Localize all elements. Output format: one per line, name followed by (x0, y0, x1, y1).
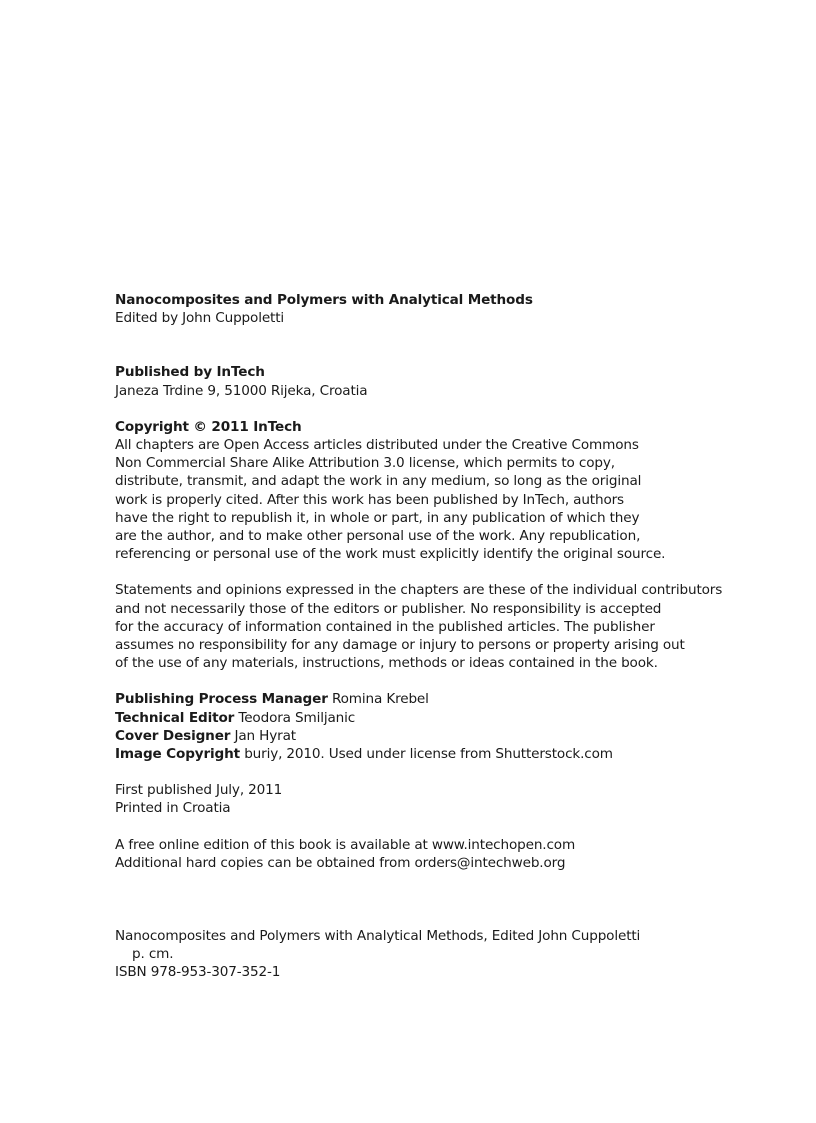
copyright-notice (115, 436, 795, 563)
credit-row (115, 745, 795, 763)
credit-name: Romina Krebel (331, 691, 429, 708)
online-edition-note: A free online edition of this book is available at www.intechopen.com (115, 836, 576, 853)
disclaimer-line: of the use of any materials, instructions, methods or ideas contained in the book. (115, 655, 658, 672)
credit-row (115, 727, 795, 745)
editor-line: Edited by John Cuppoletti (115, 310, 285, 327)
publisher-address: Janeza Trdine 9, 51000 Rijeka, Croatia (115, 382, 368, 399)
spacer (115, 327, 795, 363)
copyright-line: All chapters are Open Access articles distributed under the Creative Commons (115, 437, 639, 454)
copyright-line: distribute, transmit, and adapt the work in any medium, so long as the original (115, 473, 642, 490)
disclaimer-line: assumes no responsibility for any damage or injury to persons or property arising out (115, 637, 685, 654)
copyright-page (115, 291, 795, 982)
credit-role: Technical Editor (115, 709, 235, 726)
copyright-line: work is properly cited. After this work has been published by InTech, authors (115, 491, 624, 508)
book-title: Nanocomposites and Polymers with Analytical Methods (115, 292, 533, 308)
credit-row (115, 709, 795, 727)
cip-citation: Nanocomposites and Polymers with Analytical Methods, Edited John Cuppoletti (115, 928, 641, 945)
copyright-line: Non Commercial Share Alike Attribution 3.0 license, which permits to copy, (115, 455, 615, 472)
copyright-heading: Copyright © 2011 InTech (115, 418, 302, 435)
credit-role: Image Copyright (115, 746, 241, 763)
spacer (115, 763, 795, 781)
spacer (115, 400, 795, 418)
cip-pages: p. cm. (132, 946, 174, 963)
credit-name: buriy, 2010. Used under license from Shutterstock.com (244, 746, 613, 763)
credit-role: Publishing Process Manager (115, 691, 328, 708)
disclaimer-line: for the accuracy of information contained in the published articles. The publisher (115, 618, 655, 635)
credit-row (115, 690, 795, 708)
disclaimer-line: Statements and opinions expressed in the chapters are these of the individual contributors (115, 582, 723, 599)
hard-copies-note: Additional hard copies can be obtained from orders@intechweb.org (115, 854, 566, 871)
copyright-line: have the right to republish it, in whole or part, in any publication of which they (115, 509, 640, 526)
credits-list (115, 690, 795, 763)
credit-role: Cover Designer (115, 727, 231, 744)
spacer (115, 672, 795, 690)
spacer (115, 818, 795, 836)
isbn: ISBN 978-953-307-352-1 (115, 964, 281, 981)
credit-name: Jan Hyrat (234, 727, 296, 744)
printed-in: Printed in Croatia (115, 800, 231, 817)
disclaimer-notice (115, 581, 795, 672)
cip-data (115, 927, 795, 982)
first-published: First published July, 2011 (115, 782, 283, 799)
publisher-heading: Published by InTech (115, 364, 265, 381)
disclaimer-line: and not necessarily those of the editors or publisher. No responsibility is accepted (115, 600, 662, 617)
credit-name: Teodora Smiljanic (238, 709, 356, 726)
copyright-line: are the author, and to make other personal use of the work. Any republication, (115, 528, 641, 545)
spacer (115, 563, 795, 581)
spacer (115, 872, 795, 927)
copyright-line: referencing or personal use of the work must explicitly identify the original source. (115, 546, 666, 563)
